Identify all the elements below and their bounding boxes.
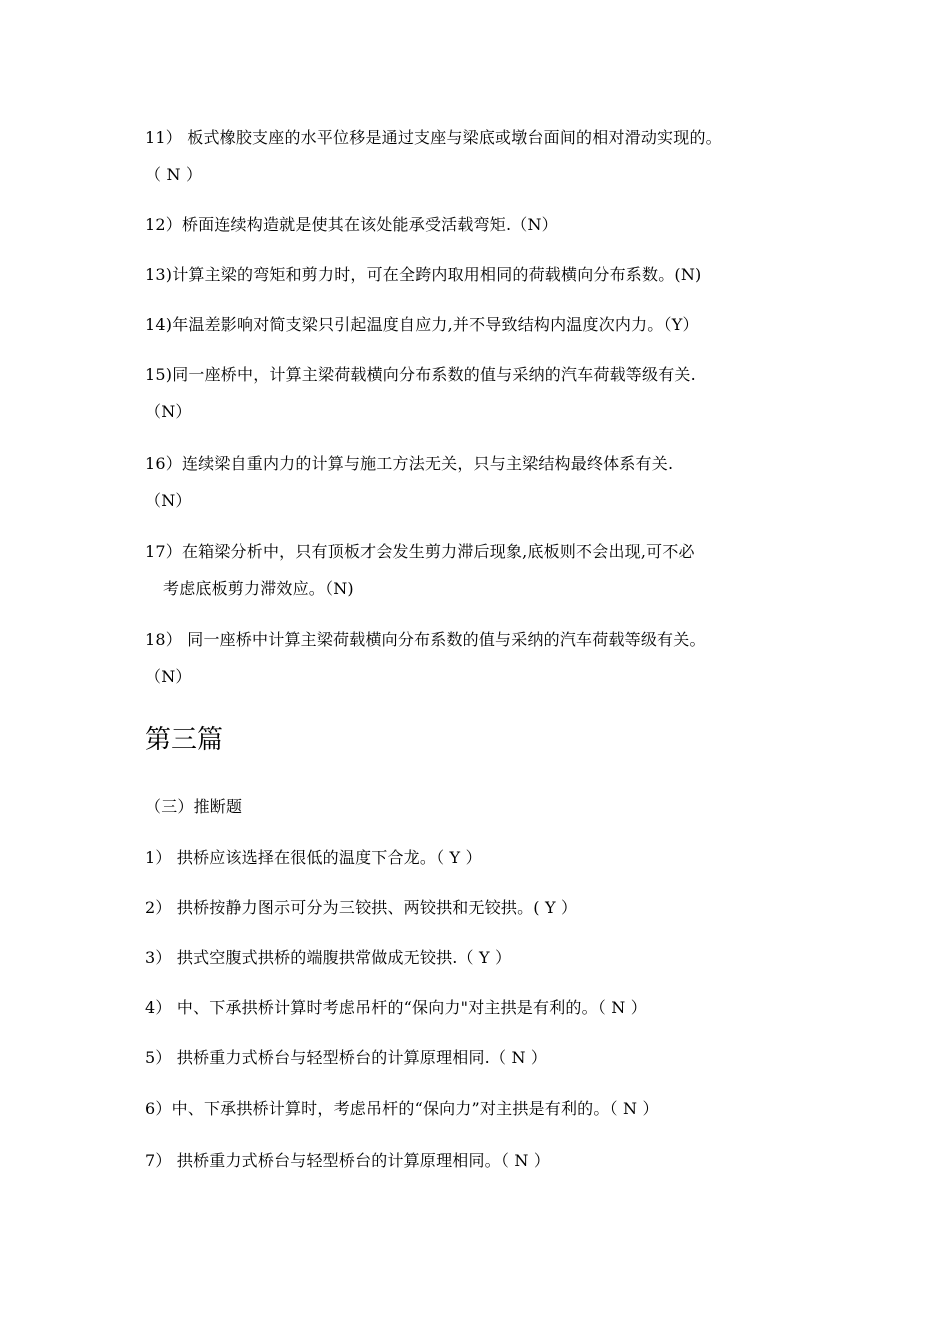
item-16-line-2: （N）: [145, 491, 192, 510]
item-17-line-1: 17）在箱梁分析中，只有顶板才会发生剪力滞后现象,底板则不会出现,可不必: [145, 542, 695, 561]
item-15-line-1: 15)同一座桥中，计算主梁荷载横向分布系数的值与采纳的汽车荷载等级有关.: [145, 365, 696, 384]
item-18-line-2: （N）: [145, 667, 192, 686]
part3-item-2: 2） 拱桥按静力图示可分为三铰拱、两铰拱和无铰拱。( Y ）: [145, 898, 578, 917]
item-11-line-1: 11） 板式橡胶支座的水平位移是通过支座与梁底或墩台面间的相对滑动实现的。: [145, 128, 722, 147]
item-12: 12）桥面连续构造就是使其在该处能承受活载弯矩.（N）: [145, 215, 558, 234]
part3-item-4: 4） 中、下承拱桥计算时考虑吊杆的“保向力"对主拱是有利的。（ N ）: [145, 998, 647, 1017]
part3-item-3: 3） 拱式空腹式拱桥的端腹拱常做成无铰拱.（ Y ）: [145, 948, 512, 967]
subsection-title: （三）推断题: [145, 797, 243, 816]
part3-item-5: 5） 拱桥重力式桥台与轻型桥台的计算原理相同.（ N ）: [145, 1048, 548, 1067]
section-title: 第三篇: [145, 725, 224, 755]
part3-item-6: 6）中、下承拱桥计算时，考虑吊杆的“保向力”对主拱是有利的。（ N ）: [145, 1099, 659, 1118]
item-17-line-2: 考虑底板剪力滞效应。（N): [163, 579, 354, 598]
part3-item-7: 7） 拱桥重力式桥台与轻型桥台的计算原理相同。（ N ）: [145, 1151, 551, 1170]
item-16-line-1: 16）连续梁自重内力的计算与施工方法无关，只与主梁结构最终体系有关.: [145, 454, 674, 473]
item-11-line-2: （ N ）: [145, 165, 203, 184]
part3-item-1: 1） 拱桥应该选择在很低的温度下合龙。（ Y ）: [145, 848, 482, 867]
item-15-line-2: （N）: [145, 402, 192, 421]
item-13: 13)计算主梁的弯矩和剪力时，可在全跨内取用相同的荷载横向分布系数。(N): [145, 265, 702, 284]
item-14: 14)年温差影响对简支梁只引起温度自应力,并不导致结构内温度次内力。（Y）: [145, 315, 699, 334]
item-18-line-1: 18） 同一座桥中计算主梁荷载横向分布系数的值与采纳的汽车荷载等级有关。: [145, 630, 706, 649]
